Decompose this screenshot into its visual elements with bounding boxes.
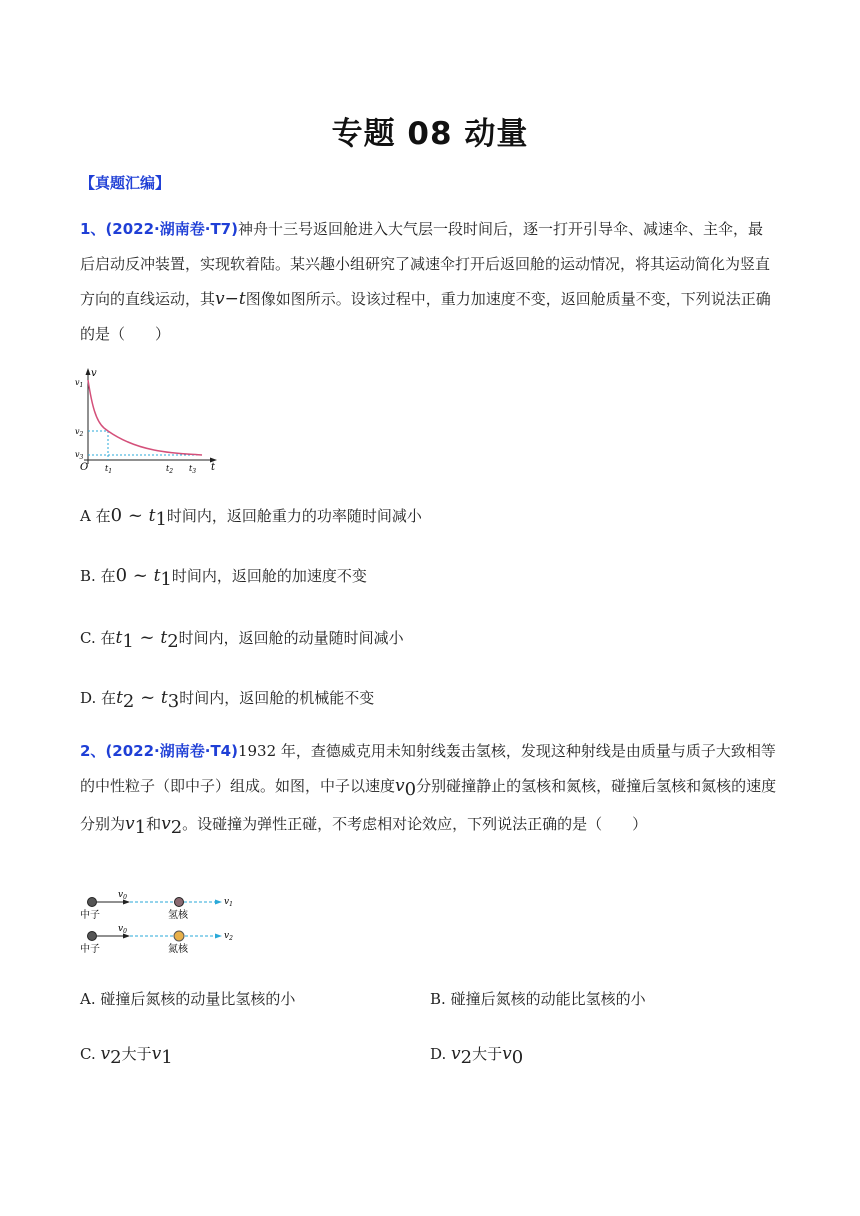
- question-2: [80, 734, 780, 845]
- neutron-label-1: 中子: [80, 910, 100, 921]
- t1-tick-label: $t_1$: [105, 464, 113, 475]
- origin-label: O: [80, 462, 89, 473]
- neutron-2: [88, 932, 97, 941]
- q1-line-3: 方向的直线运动，其v−t图像如图所示。设该过程中，重力加速度不变，返回舱质量不变，下列说法正确: [80, 289, 771, 309]
- t3-tick-label: $t_3$: [189, 464, 197, 475]
- t2-tick-label: $t_2$: [166, 464, 174, 475]
- v1-tick-label: $v_1$: [75, 378, 84, 389]
- v3-tick-label: $v_3$: [75, 450, 84, 461]
- v-axis-label: v: [91, 368, 97, 379]
- q1-option-a[interactable]: A 在0 ~ $t_1$时间内，返回舱重力的功率随时间减小: [80, 505, 422, 530]
- q2-option-a[interactable]: A. 碰撞后氮核的动量比氢核的小: [80, 990, 296, 1008]
- hydrogen-nucleus: [175, 898, 184, 907]
- nitrogen-nucleus: [174, 931, 184, 941]
- neutron-label-2: 中子: [80, 944, 100, 955]
- v1-label: $v_1$: [224, 897, 233, 908]
- section-heading: 【真题汇编】: [80, 174, 171, 192]
- collision-diagram: [76, 888, 246, 958]
- q1-option-b[interactable]: B. 在0 ~ $t_1$时间内，返回舱的加速度不变: [80, 565, 367, 590]
- q2-option-b[interactable]: B. 碰撞后氮核的动能比氢核的小: [430, 990, 646, 1008]
- vt-graph: [74, 366, 224, 476]
- v2-label: $v_2$: [224, 931, 233, 942]
- v2-tick-label: $v_2$: [75, 427, 84, 438]
- q2-line-1: 2、(2022·湖南卷·T4)1932 年，查德威克用未知射线轰击氢核，发现这种射线是由质量与质子大致相等: [80, 742, 776, 760]
- page-title: 专题 08 动量: [331, 116, 529, 152]
- neutron-1: [88, 898, 97, 907]
- q2-line-3: 分别为$v_1$和$v_2$。设碰撞为弹性正碰，不考虑相对论效应，下列说法正确的是（ ）: [80, 814, 648, 838]
- q2-option-c[interactable]: C. $v_2$大于$v_1$: [80, 1044, 173, 1068]
- q1-line-1: 1、(2022·湖南卷·T7)神舟十三号返回舱进入大气层一段时间后，逐一打开引导伞、减速伞、主伞，最: [80, 220, 763, 238]
- q1-number: 1、: [80, 220, 106, 238]
- q2-number: 2、: [80, 742, 106, 760]
- q1-option-c[interactable]: C. 在$t_1$ ~ $t_2$时间内，返回舱的动量随时间减小: [80, 627, 404, 652]
- q2-option-d[interactable]: D. $v_2$大于$v_0$: [430, 1044, 524, 1068]
- q1-source: (2022·湖南卷·T7): [105, 220, 238, 238]
- q2-line-2: 的中性粒子（即中子）组成。如图，中子以速度$v_0$分别碰撞静止的氢核和氮核，碰撞后氢核和氮核的速度: [80, 776, 777, 800]
- q1-line-4: 的是（ ）: [80, 325, 171, 343]
- hydrogen-label: 氢核: [168, 910, 188, 921]
- nitrogen-label: 氮核: [168, 944, 188, 955]
- question-1: [80, 212, 780, 352]
- v0-label-2: $v_0$: [118, 924, 127, 935]
- q2-source: (2022·湖南卷·T4): [105, 742, 238, 760]
- vt-curve: [88, 380, 202, 455]
- q1-option-d[interactable]: D. 在$t_2$ ~ $t_3$时间内，返回舱的机械能不变: [80, 687, 375, 712]
- q1-line-2: 后启动反冲装置，实现软着陆。某兴趣小组研究了减速伞打开后返回舱的运动情况，将其运动简化为竖直: [80, 255, 771, 273]
- t-axis-label: t: [211, 462, 216, 473]
- v0-label-1: $v_0$: [118, 890, 127, 901]
- vt-symbol: v−t: [215, 289, 246, 309]
